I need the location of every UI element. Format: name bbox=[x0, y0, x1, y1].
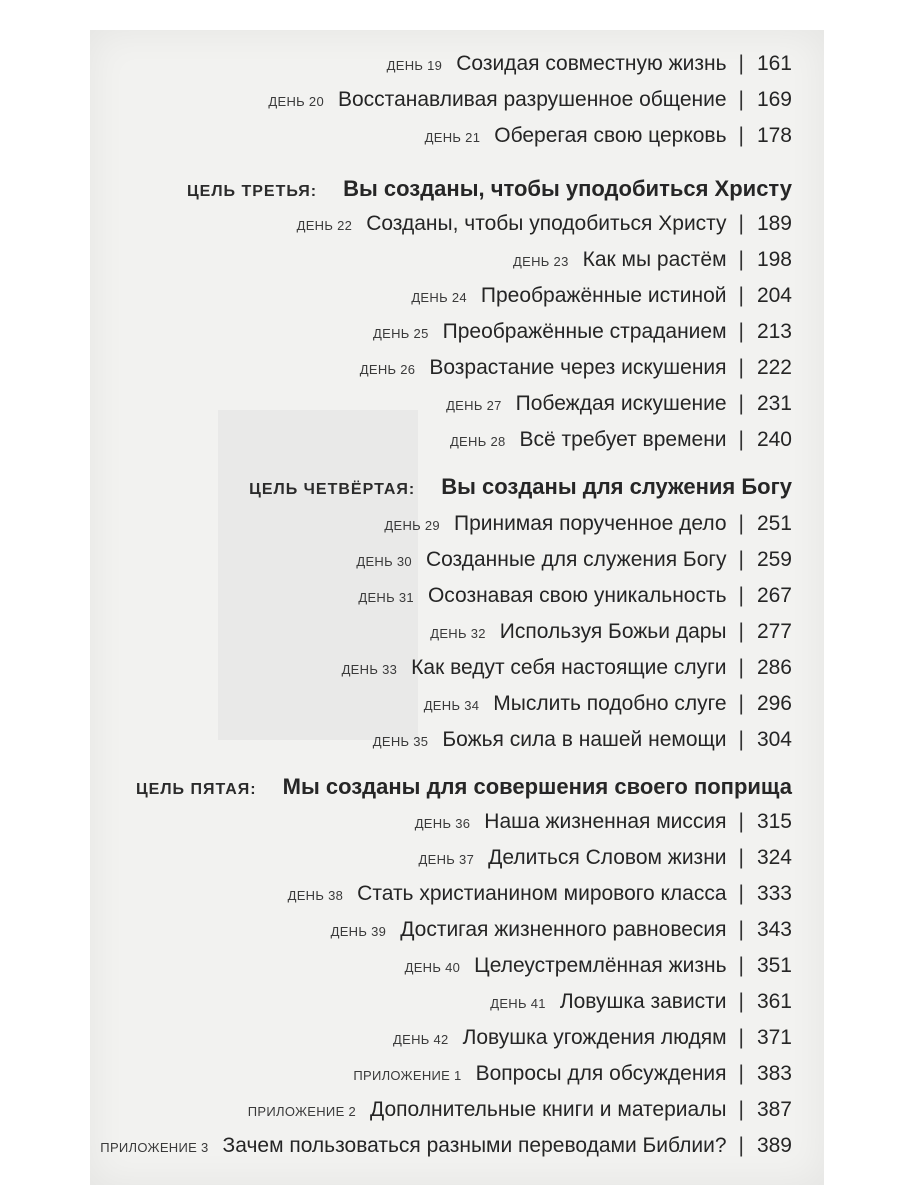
section-title: Вы созданы, чтобы уподобиться Христу bbox=[343, 176, 792, 201]
entry-title: Возрастание через искушения bbox=[429, 356, 727, 379]
entry-page: 315 bbox=[756, 810, 792, 833]
entry-day: ДЕНЬ 34 bbox=[423, 698, 480, 713]
toc-entry bbox=[373, 728, 792, 752]
entry-title: Наша жизненная миссия bbox=[484, 810, 727, 833]
entry-title: Целеустремлённая жизнь bbox=[474, 954, 727, 977]
entry-separator: | bbox=[738, 692, 744, 715]
toc-entry bbox=[387, 52, 792, 76]
entry-day: ДЕНЬ 19 bbox=[386, 58, 443, 73]
entry-separator: | bbox=[738, 548, 744, 571]
entry-day: ДЕНЬ 23 bbox=[513, 254, 569, 269]
entry-separator: | bbox=[738, 846, 744, 869]
entry-title: Ловушка зависти bbox=[559, 990, 727, 1013]
entry-page: 333 bbox=[756, 882, 792, 905]
entry-separator: | bbox=[738, 1098, 744, 1121]
toc-entry bbox=[425, 124, 792, 148]
entry-page: 240 bbox=[756, 428, 792, 451]
toc-entry bbox=[430, 620, 792, 644]
entry-separator: | bbox=[738, 52, 744, 75]
entry-separator: | bbox=[738, 356, 744, 379]
entry-title: Как мы растём bbox=[582, 248, 727, 271]
entry-separator: | bbox=[738, 728, 744, 751]
entry-page: 161 bbox=[756, 52, 792, 75]
toc-entry bbox=[450, 428, 792, 452]
entry-separator: | bbox=[738, 620, 744, 643]
entry-day: ДЕНЬ 37 bbox=[418, 852, 475, 867]
entry-day: ДЕНЬ 36 bbox=[414, 816, 471, 831]
entry-page: 277 bbox=[756, 620, 792, 643]
entry-separator: | bbox=[738, 248, 744, 271]
entry-page: 169 bbox=[756, 88, 792, 111]
entry-page: 371 bbox=[756, 1026, 792, 1049]
entry-day: ДЕНЬ 33 bbox=[341, 662, 398, 677]
entry-title: Ловушка угождения людям bbox=[462, 1026, 727, 1049]
section-title: Мы созданы для совершения своего поприща bbox=[282, 774, 792, 799]
entry-title: Созданы, чтобы уподобиться Христу bbox=[366, 212, 727, 235]
entry-title: Осознавая свою уникальность bbox=[427, 584, 727, 607]
toc-entry bbox=[411, 284, 792, 308]
entry-day: ДЕНЬ 25 bbox=[373, 326, 429, 341]
entry-title: Зачем пользоваться разными переводами Библии? bbox=[222, 1134, 727, 1157]
entry-page: 324 bbox=[756, 846, 792, 869]
toc-entry bbox=[342, 656, 792, 680]
entry-title: Достигая жизненного равновесия bbox=[400, 918, 727, 941]
entry-page: 198 bbox=[756, 248, 792, 271]
toc-entry bbox=[446, 392, 792, 416]
entry-title: Вопросы для обсуждения bbox=[475, 1062, 727, 1085]
entry-page: 383 bbox=[756, 1062, 792, 1085]
entry-page: 267 bbox=[756, 584, 792, 607]
toc-entry bbox=[424, 692, 792, 716]
entry-page: 231 bbox=[756, 392, 792, 415]
entry-day: ДЕНЬ 35 bbox=[372, 734, 429, 749]
toc-entry bbox=[288, 882, 792, 906]
section-title: Вы созданы для служения Богу bbox=[441, 474, 792, 499]
entry-title: Мыслить подобно слуге bbox=[493, 692, 727, 715]
entry-page: 389 bbox=[756, 1134, 792, 1157]
section-label: ЦЕЛЬ ТРЕТЬЯ: bbox=[186, 183, 318, 200]
toc-entry bbox=[358, 584, 792, 608]
toc-entry bbox=[373, 320, 792, 344]
entry-day: ДЕНЬ 39 bbox=[330, 924, 387, 939]
entry-day: ДЕНЬ 27 bbox=[446, 398, 502, 413]
entry-page: 304 bbox=[756, 728, 792, 751]
entry-title: Как ведут себя настоящие слуги bbox=[411, 656, 727, 679]
entry-appendix: ПРИЛОЖЕНИЕ 2 bbox=[247, 1104, 356, 1119]
entry-day: ДЕНЬ 41 bbox=[490, 996, 546, 1011]
entry-page: 296 bbox=[756, 692, 792, 715]
entry-title: Используя Божьи дары bbox=[499, 620, 727, 643]
toc-entry bbox=[100, 1134, 792, 1158]
entry-title: Всё требует времени bbox=[519, 428, 727, 451]
entry-title: Принимая порученное дело bbox=[453, 512, 727, 535]
entry-page: 259 bbox=[756, 548, 792, 571]
entry-separator: | bbox=[738, 428, 744, 451]
entry-page: 178 bbox=[756, 124, 792, 147]
toc-entry bbox=[384, 512, 792, 536]
entry-separator: | bbox=[738, 512, 744, 535]
entry-separator: | bbox=[738, 656, 744, 679]
section-label: ЦЕЛЬ ЧЕТВЁРТАЯ: bbox=[249, 481, 416, 498]
toc-entry bbox=[490, 990, 792, 1014]
entry-separator: | bbox=[738, 810, 744, 833]
entry-day: ДЕНЬ 32 bbox=[430, 626, 486, 641]
entry-separator: | bbox=[738, 918, 744, 941]
toc-entry bbox=[331, 918, 792, 942]
entry-title: Делиться Словом жизни bbox=[488, 846, 727, 869]
entry-day: ДЕНЬ 26 bbox=[359, 362, 416, 377]
entry-page: 351 bbox=[756, 954, 792, 977]
toc-entry bbox=[513, 248, 792, 272]
entry-title: Стать христианином мирового класса bbox=[357, 882, 727, 905]
entry-day: ДЕНЬ 38 bbox=[287, 888, 344, 903]
toc-entry bbox=[248, 1098, 792, 1122]
entry-separator: | bbox=[738, 88, 744, 111]
entry-day: ДЕНЬ 30 bbox=[356, 554, 412, 569]
toc-entry bbox=[297, 212, 792, 236]
entry-separator: | bbox=[738, 990, 744, 1013]
entry-page: 189 bbox=[756, 212, 792, 235]
entry-page: 286 bbox=[756, 656, 792, 679]
entry-day: ДЕНЬ 31 bbox=[358, 590, 414, 605]
entry-separator: | bbox=[738, 1026, 744, 1049]
entry-day: ДЕНЬ 21 bbox=[424, 130, 481, 145]
entry-day: ДЕНЬ 40 bbox=[404, 960, 461, 975]
entry-page: 361 bbox=[756, 990, 792, 1013]
entry-separator: | bbox=[738, 954, 744, 977]
entry-page: 387 bbox=[756, 1098, 792, 1121]
entry-page: 213 bbox=[756, 320, 792, 343]
entry-day: ДЕНЬ 28 bbox=[449, 434, 506, 449]
entry-day: ДЕНЬ 29 bbox=[384, 518, 440, 533]
entry-title: Преображённые страданием bbox=[442, 320, 727, 343]
section-heading bbox=[187, 176, 792, 202]
entry-appendix: ПРИЛОЖЕНИЕ 1 bbox=[353, 1068, 462, 1083]
entry-separator: | bbox=[738, 882, 744, 905]
entry-separator: | bbox=[738, 212, 744, 235]
entry-page: 251 bbox=[756, 512, 792, 535]
entry-title: Оберегая свою церковь bbox=[494, 124, 727, 147]
entry-day: ДЕНЬ 42 bbox=[393, 1032, 449, 1047]
entry-day: ДЕНЬ 20 bbox=[268, 94, 324, 109]
toc-entry bbox=[415, 810, 792, 834]
toc-entry bbox=[268, 88, 792, 112]
entry-title: Побеждая искушение bbox=[515, 392, 727, 415]
entry-separator: | bbox=[738, 1062, 744, 1085]
entry-title: Восстанавливая разрушенное общение bbox=[338, 88, 727, 111]
entry-title: Созидая совместную жизнь bbox=[456, 52, 727, 75]
section-heading bbox=[136, 774, 792, 800]
toc-entry bbox=[353, 1062, 792, 1086]
entry-day: ДЕНЬ 22 bbox=[296, 218, 353, 233]
section-label: ЦЕЛЬ ПЯТАЯ: bbox=[135, 781, 257, 798]
entry-separator: | bbox=[738, 1134, 744, 1157]
entry-title: Преображённые истиной bbox=[480, 284, 727, 307]
toc-entry bbox=[356, 548, 792, 572]
toc-entry bbox=[419, 846, 792, 870]
toc-entry bbox=[360, 356, 792, 380]
section-heading bbox=[249, 474, 792, 500]
entry-separator: | bbox=[738, 392, 744, 415]
entry-appendix: ПРИЛОЖЕНИЕ 3 bbox=[100, 1140, 209, 1155]
entry-title: Дополнительные книги и материалы bbox=[370, 1098, 727, 1121]
toc-entry bbox=[393, 1026, 792, 1050]
entry-day: ДЕНЬ 24 bbox=[411, 290, 467, 305]
entry-separator: | bbox=[738, 124, 744, 147]
entry-separator: | bbox=[738, 320, 744, 343]
toc-entry bbox=[405, 954, 792, 978]
entry-page: 343 bbox=[756, 918, 792, 941]
entry-separator: | bbox=[738, 284, 744, 307]
entry-page: 222 bbox=[756, 356, 792, 379]
entry-page: 204 bbox=[756, 284, 792, 307]
entry-title: Созданные для служения Богу bbox=[425, 548, 727, 571]
entry-separator: | bbox=[738, 584, 744, 607]
entry-title: Божья сила в нашей немощи bbox=[442, 728, 727, 751]
